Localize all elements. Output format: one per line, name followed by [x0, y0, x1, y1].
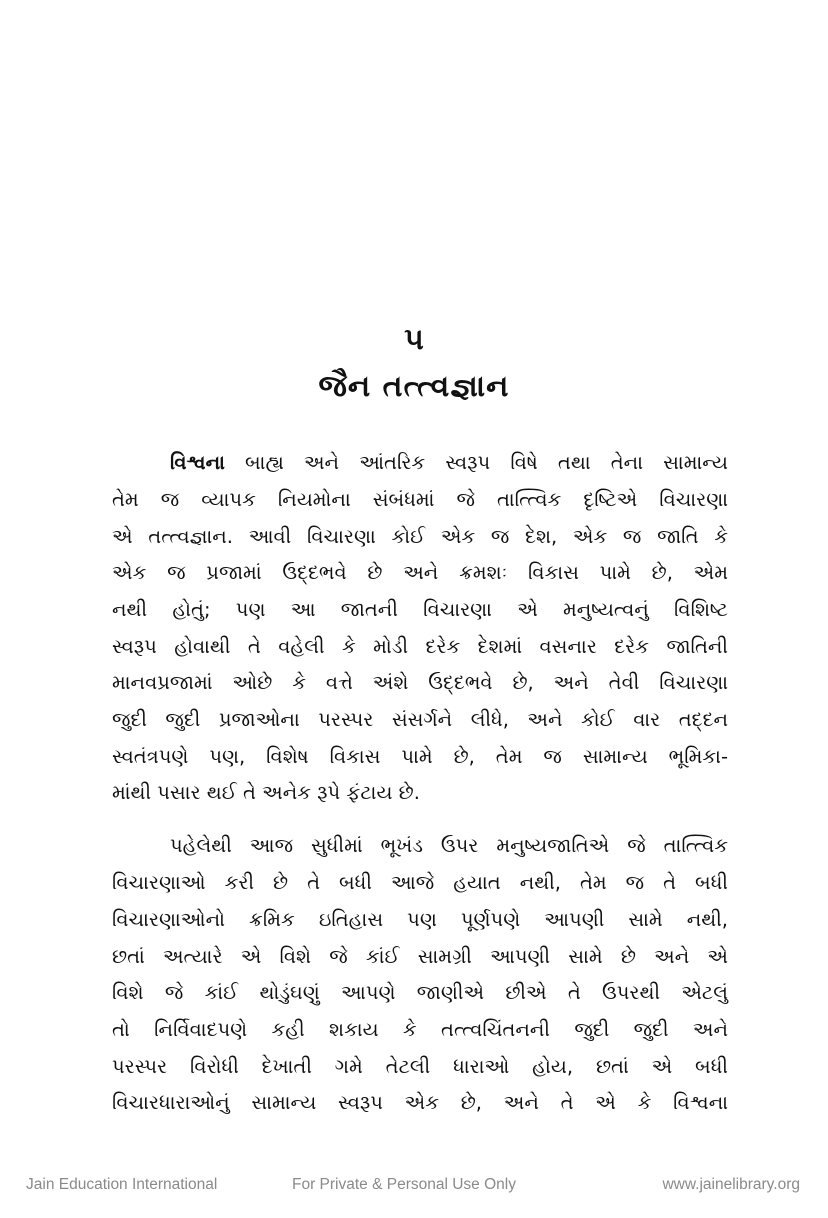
paragraph-line: જુદી જુદી પ્રજાઓના પરસ્પર સંસર્ગને લીધે, અને કોઈ વાર તદ્દન — [112, 708, 728, 731]
paragraph-line: માંથી પસાર થઈ તે અનેક રૂપે ફંટાય છે. — [112, 781, 420, 804]
paragraph-line: એક જ પ્રજામાં ઉદ્દભવે છે અને ક્રમશઃ વિકાસ પામે છે, એમ — [112, 561, 728, 584]
paragraph-line: સ્વરૂપ હોવાથી તે વહેલી કે મોડી દરેક દેશમાં વસનાર દરેક જાતિની — [112, 635, 728, 658]
paragraph-line: તો નિર્વિવાદપણે કહી શકાય કે તત્ત્વચિંતનની જુદી જુદી અને — [112, 1018, 728, 1041]
footer-website-link[interactable]: www.jainelibrary.org — [662, 1176, 800, 1193]
paragraph-line: વિચારધારાઓનું સામાન્ય સ્વરૂપ એક છે, અને તે એ કે વિશ્વના — [112, 1091, 728, 1114]
lead-word: વિશ્વના — [170, 451, 225, 474]
chapter-title: જૈન તત્ત્વજ્ઞાન — [318, 369, 510, 404]
footer-usage-notice: For Private & Personal Use Only — [292, 1176, 516, 1193]
paragraph-line: પહેલેથી આજ સુધીમાં ભૂખંડ ઉપર મનુષ્યજાતિએ જે તાત્ત્વિક — [170, 834, 728, 857]
footer-publisher: Jain Education International — [26, 1176, 218, 1193]
page-footer — [0, 1172, 828, 1198]
paragraph-line: છતાં અત્યારે એ વિશે જે કાંઈ સામગ્રી આપણી સામે છે અને એ — [112, 945, 728, 968]
line-text: બાહ્ય અને આંતરિક સ્વરૂપ વિષે તથા તેના સામાન્ય — [224, 451, 728, 474]
paragraph-line: વિશે જે કાંઈ થોડુંઘણું આપણે જાણીએ છીએ તે ઉપરથી એટલું — [112, 981, 728, 1004]
paragraph-line: તેમ જ વ્યાપક નિયમોના સંબંધમાં જે તાત્ત્વિક દૃષ્ટિએ વિચારણા — [112, 488, 728, 511]
paragraph-line: નથી હોતું; પણ આ જાતની વિચારણા એ મનુષ્યત્વનું વિશિષ્ટ — [112, 598, 728, 621]
paragraph-line: પરસ્પર વિરોધી દેખાતી ગમે તેટલી ધારાઓ હોય, છતાં એ બધી — [112, 1055, 728, 1078]
paragraph-line: વિચારણાઓનો ક્રમિક ઇતિહાસ પણ પૂર્ણપણે આપણી સામે નથી, — [112, 908, 728, 931]
paragraph-line: વિચારણાઓ કરી છે તે બધી આજે હયાત નથી, તેમ જ તે બધી — [112, 871, 728, 894]
paragraph-line: એ તત્ત્વજ્ઞાન. આવી વિચારણા કોઈ એક જ દેશ, એક જ જાતિ કે — [112, 525, 728, 548]
chapter-number: ૫ — [404, 322, 424, 357]
paragraph-line: માનવપ્રજામાં ઓછે કે વત્તે અંશે ઉદ્દભવે છે, અને તેવી વિચારણા — [112, 671, 728, 694]
paragraph-line — [170, 446, 728, 480]
paragraph-line: સ્વતંત્રપણે પણ, વિશેષ વિકાસ પામે છે, તેમ જ સામાન્ય ભૂમિકા- — [112, 745, 728, 768]
